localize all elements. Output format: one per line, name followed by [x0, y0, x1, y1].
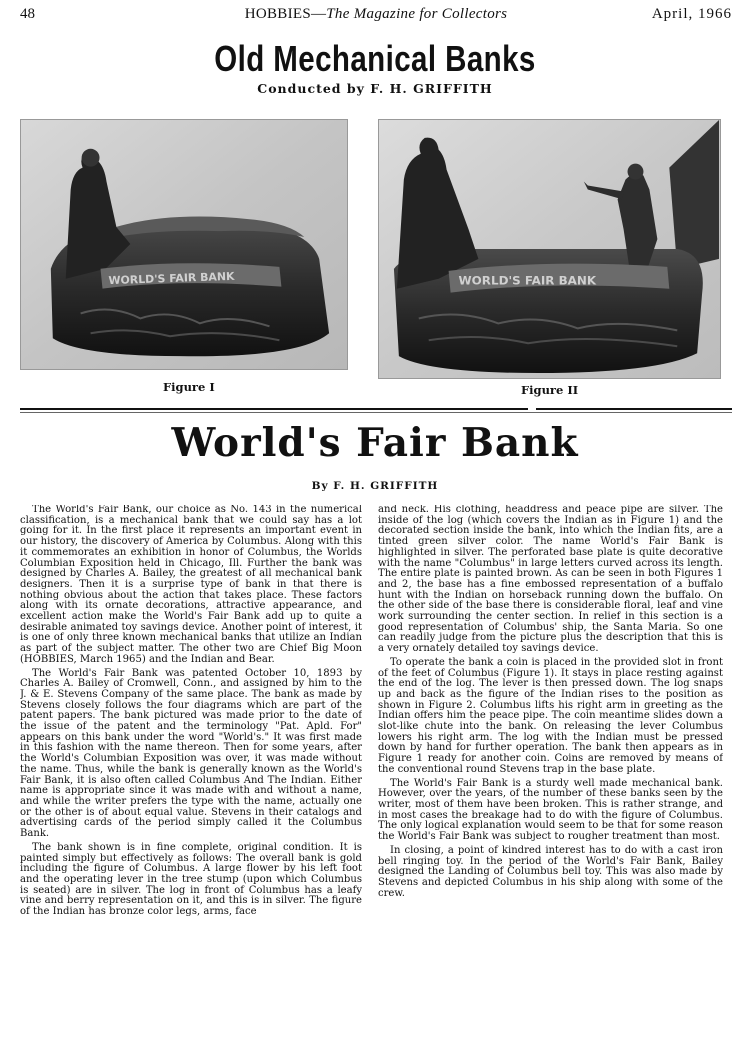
figure-2-bank-inscription: WORLD'S FAIR BANK — [458, 273, 597, 288]
magazine-title — [20, 6, 732, 23]
figure-2-caption: Figure II — [521, 383, 579, 397]
running-header — [20, 6, 732, 24]
article-paragraph: and neck. His clothing, headdress and peace pipe are silver. The inside of the log (which covers the Indian as in Figure 1) and the decorated section inside the bank, into which the Indian fits, are a tinted green silver color. The name World's Fair Bank is highlighted in silver. The perforated base plate is quite decorative with the name "Columbus" in large letters curved across its length. The entire plate is painted brown. As can be seen in both Figures 1 and 2, the base has a fine embossed representation of a buffalo hunt with the Indian on horseback running down the buffalo. On the other side of the base there is considerable floral, leaf and vine work surrounding the center section. In relief in this section is a good representation of Columbus' ship, the Santa Maria. So one can readily judge from the picture plus the description that this is a very ornately detailed toy savings device. — [378, 505, 723, 655]
article-right-column — [378, 505, 723, 1040]
article-byline: By F. H. GRIFFITH — [311, 480, 439, 492]
figure-2-photo — [378, 119, 721, 379]
department-byline: Conducted by F. H. GRIFFITH — [257, 81, 493, 96]
article-paragraph: To operate the bank a coin is placed in the provided slot in front of the feet of Columbus (Figure 1). It stays in place resting against the end of the log. The lever is then pressed down. The log snaps up and back as the figure of the Indian rises to the position as shown in Figure 2. Columbus lifts his right arm in greeting as the Indian offers him the peace pipe. The coin meantime slides down a slot-like chute into the bank. On releasing the lever Columbus lowers his right arm. The log with the Indian must be pressed down by hand for further operation. The bank then appears as in Figure 1 ready for another coin. Coins are removed by means of the conventional round Stevens trap in the base plate. — [378, 656, 723, 775]
divider-rule-thin — [20, 412, 732, 413]
magazine-tagline: The Magazine for Collectors — [326, 6, 508, 22]
article-paragraph: The World's Fair Bank is a sturdy well made mechanical bank. However, over the years, of the number of these banks seen by the writer, most of them have been broken. This is rather strange, and in most cases the breakage had to do with the figure of Columbus. The only logical explanation would seem to be that for some reason the World's Fair Bank was subject to rougher treatment than most. — [378, 777, 723, 843]
article-paragraph: The World's Fair Bank, our choice as No. 143 in the numerical classification, is a mechanical bank that we could say has a lot going for it. In the first place it represents an important event in our history, the discovery of America by Columbus. Along with this it commemorates an exhibition in honor of Columbus, the Worlds Columbian Exposition held in Chicago, Ill. Further the bank was designed by Charles A. Bailey, the greatest of all mechanical bank designers. Then it is a surprise type of bank in that there is nothing obvious about the action that takes place. These factors along with its ornate decorations, attractive appearance, and excellent action make the World's Fair Bank add up to quite a desirable animated toy savings device. Another point of interest, it is one of only three known mechanical banks that utilize an Indian as part of the subject matter. The other two are Chief Big Moon (HOBBIES, March 1965) and the Indian and Bear. — [20, 505, 362, 665]
article-left-column — [20, 505, 362, 1040]
divider-rule — [536, 408, 732, 410]
figure-1-photo — [20, 119, 348, 370]
page-number: 48 — [20, 6, 35, 22]
article-title: World's Fair Bank — [171, 420, 579, 466]
article-paragraph: In closing, a point of kindred interest has to do with a cast iron bell ringing toy. In the period of the World's Fair Bank, Bailey designed the Landing of Columbus bell toy. This was also made by Stevens and depicted Columbus in his ship along with some of the crew. — [378, 844, 723, 899]
issue-date: April, 1966 — [651, 6, 732, 22]
article-paragraph: The World's Fair Bank was patented October 10, 1893 by Charles A. Bailey of Cromwell, Conn., and assigned by him to the J. & E. Stevens Company of the same place. The bank as made by Stevens closely follows the four diagrams which are part of the patent papers. The bank pictured was made prior to the date of the issue of the patent and the terminology "Pat. Apld. For" appears on this bank under the word "World's." It was first made in this fashion with the name thereon. Then for some years, after the World's Columbian Exposition was over, it was made without the name. Thus, while the bank is generally known as the World's Fair Bank, it is also often called Columbus And The Indian. Either name is appropriate since it was made with and without a name, and while the writer prefers the type with the name, actually one or the other is of about equal value. Stevens in their catalogs and advertising cards of the period simply called it the Columbus Bank. — [20, 667, 362, 840]
figure-1-bank-inscription: WORLD'S FAIR BANK — [108, 269, 235, 288]
magazine-name: HOBBIES— — [244, 6, 327, 22]
department-title: Old Mechanical Banks — [214, 38, 536, 79]
divider-rule — [20, 408, 528, 410]
figure-1-caption: Figure I — [163, 380, 215, 394]
article-paragraph: The bank shown is in fine complete, original condition. It is painted simply but effectively as follows: The overall bank is gold including the figure of Columbus. A large flower by his left foot and the operating lever in the tree stump (upon which Columbus is seated) are in silver. The log in front of Columbus has a leafy vine and berry representation on it, and this is in silver. The figure of the Indian has bronze color legs, arms, face — [20, 841, 362, 918]
